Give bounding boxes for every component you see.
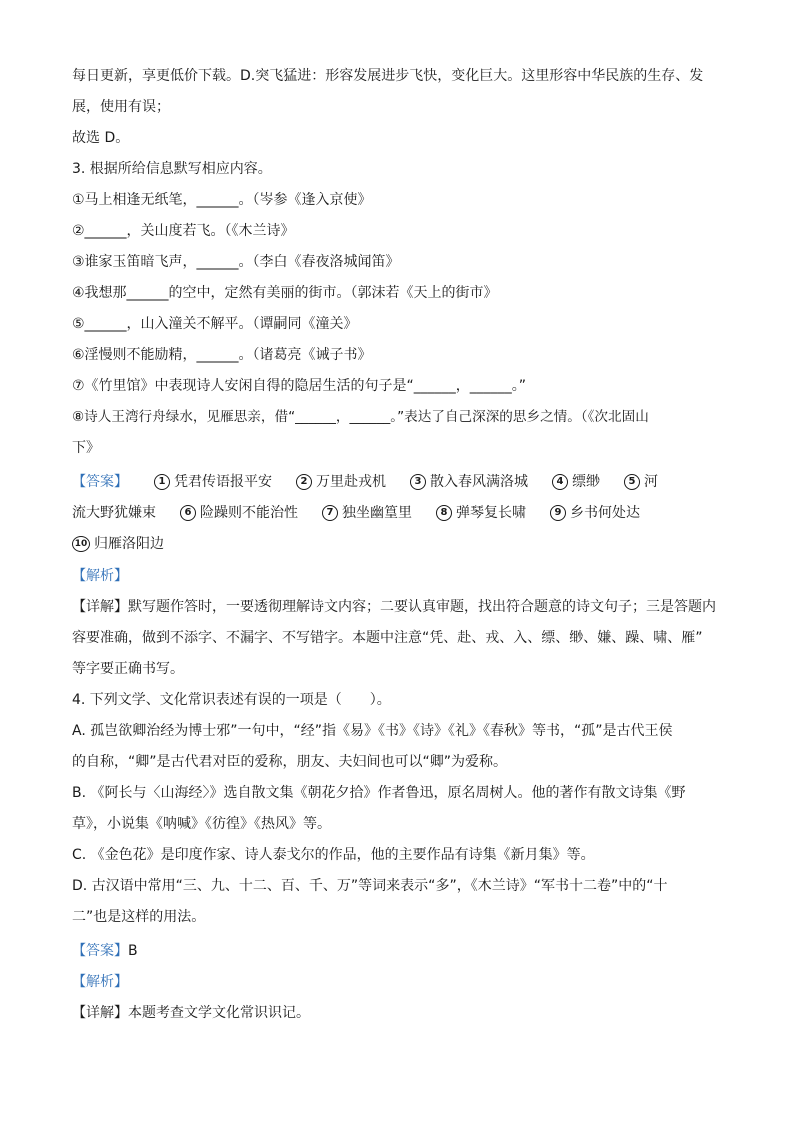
text-line: 展，使用有误； [72, 99, 170, 115]
detail-label: 【详解】 [72, 599, 128, 615]
circled-number: 3 [410, 474, 426, 490]
question-3-item-5: ⑤______，山入潼关不解平。（谭嗣同《潼关》 [72, 316, 358, 332]
question-4-stem: 4. 下列文学、文化常识表述有误的一项是（ ）。 [72, 692, 391, 708]
answer-text: 河 [644, 474, 658, 490]
circled-number: 5 [624, 474, 640, 490]
answer-row [72, 534, 732, 554]
answer-text: 独坐幽篁里 [342, 505, 412, 521]
answer-text: 缥缈 [572, 474, 600, 490]
question-3-item-8: ⑧诗人王湾行舟绿水，见雁思亲，借“______，______。”表达了自己深深的思乡之情。（《次北固山 [72, 409, 649, 425]
answer-label: 【答案】 [72, 474, 128, 490]
detail-line [72, 597, 732, 617]
answer-item [436, 503, 526, 523]
circled-number: 10 [72, 536, 90, 552]
answer-value: B [128, 943, 138, 959]
option-b-cont: 草》，小说集《呐喊》《彷徨》《热风》等。 [72, 816, 331, 832]
detail-line: 容要准确，做到不添字、不漏字、不写错字。本题中注意“凭、赴、戎、入、缥、缈、嫌、躁、啸、雁” [72, 630, 703, 646]
circled-number: 8 [436, 505, 452, 521]
answer-item [552, 472, 600, 492]
answer-text: 散入春风满洛城 [430, 474, 528, 490]
option-a-cont: 的自称，“卿”是古代君对臣的爱称，朋友、夫妇间也可以“卿”为爱称。 [72, 754, 508, 770]
answer-line [72, 941, 732, 961]
circled-number: 9 [550, 505, 566, 521]
answer-label: 【答案】 [72, 943, 128, 959]
answer-text: 乡书何处达 [570, 505, 640, 521]
circled-number: 1 [154, 474, 170, 490]
option-b: B. 《阿长与〈山海经〉》选自散文集《朝花夕拾》作者鲁迅，原名周树人。他的著作有散文诗集《野 [72, 785, 686, 801]
answer-item [410, 472, 528, 492]
detail-label: 【详解】 [72, 1005, 128, 1021]
circled-number: 2 [296, 474, 312, 490]
answer-row [72, 472, 732, 492]
option-d-cont: 二”也是这样的用法。 [72, 909, 206, 925]
circled-number: 6 [180, 505, 196, 521]
option-c: C. 《金色花》是印度作家、诗人泰戈尔的作品，他的主要作品有诗集《新月集》等。 [72, 847, 595, 863]
text-line: 故选 D。 [72, 130, 130, 146]
analysis-label: 【解析】 [72, 568, 128, 584]
question-3-item-6: ⑥淫慢则不能励精，______。（诸葛亮《诫子书》 [72, 347, 372, 363]
answer-item [154, 472, 272, 492]
detail-text: 本题考查文学文化常识识记。 [128, 1005, 310, 1021]
answer-text: 万里赴戎机 [316, 474, 386, 490]
detail-line [72, 1003, 732, 1023]
circled-number: 4 [552, 474, 568, 490]
analysis-label: 【解析】 [72, 974, 128, 990]
question-3-item-1: ①马上相逢无纸笔，______。（岑参《逢入京使》 [72, 192, 372, 208]
question-3-item-3: ③谁家玉笛暗飞声，______。（李白《春夜洛城闻笛》 [72, 254, 400, 270]
answer-item [72, 534, 164, 554]
answer-item [550, 503, 640, 523]
question-3-item-2: ②______，关山度若飞。（《木兰诗》 [72, 223, 295, 239]
question-3-item-8-cont: 下》 [72, 440, 100, 456]
question-3-item-7: ⑦《竹里馆》中表现诗人安闲自得的隐居生活的句子是“______，______。” [72, 378, 527, 394]
text-line: 每日更新，享更低价下载。D.突飞猛进：形容发展进步飞快，变化巨大。这里形容中华民族的生存、发 [72, 68, 704, 84]
answer-text: 流大野犹嫌束 [72, 505, 156, 521]
detail-line: 等字要正确书写。 [72, 661, 184, 677]
answer-text: 弹琴复长啸 [456, 505, 526, 521]
answer-item [624, 472, 658, 492]
answer-item [296, 472, 386, 492]
circled-number: 7 [322, 505, 338, 521]
detail-text: 默写题作答时，一要透彻理解诗文内容；二要认真审题，找出符合题意的诗文句子；三是答题内 [128, 599, 716, 615]
answer-text: 归雁洛阳边 [94, 536, 164, 552]
option-d: D. 古汉语中常用“三、九、十二、百、千、万”等词来表示“多”，《木兰诗》“军书十二卷”中的“十 [72, 878, 668, 894]
answer-text: 凭君传语报平安 [174, 474, 272, 490]
question-3-item-4: ④我想那______的空中，定然有美丽的街市。（郭沫若《天上的街市》 [72, 285, 498, 301]
answer-text: 险躁则不能治性 [200, 505, 298, 521]
answer-item [322, 503, 412, 523]
question-3-stem: 3. 根据所给信息默写相应内容。 [72, 161, 272, 177]
option-a: A. 孤岂欲卿治经为博士邪”一句中，“经”指《易》《书》《诗》《礼》《春秋》等书，“孤”是古代王侯 [72, 723, 673, 739]
answer-row [72, 503, 732, 523]
answer-item [180, 503, 298, 523]
